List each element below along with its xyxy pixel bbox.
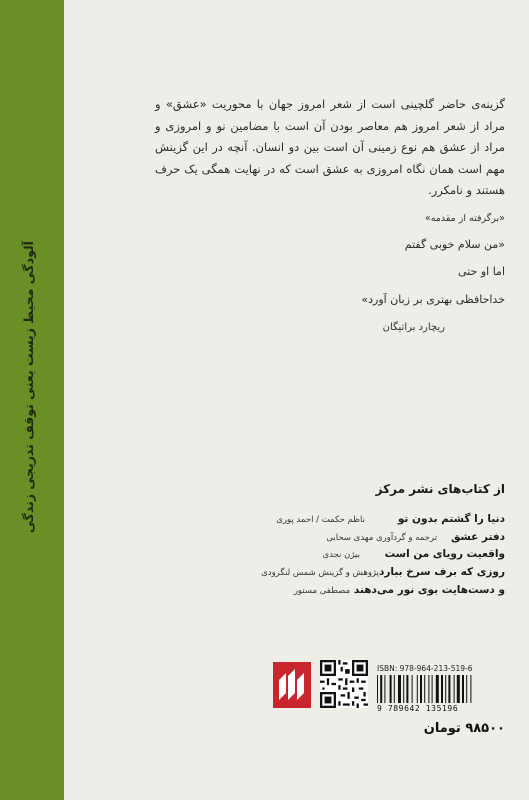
price: ۹۸۵۰۰ تومان [423, 721, 505, 736]
intro-paragraph: گزینه‌ی حاضر گلچینی است از شعر امروز جهان با محوریت «عشق» و مراد از شعر امروز هم معاصر بودن آن است با مضامین نو و امروزی و مراد از عشق هم نوع زمینی آن است بین دو انسان. آنچه در این گزینش مهم است همان نگاه امروزی به عشق است که در نهایت همگی یک حرف هستند و نامکرر. [155, 97, 505, 197]
poem-author: ریچارد براتیگان [382, 322, 445, 333]
book-row [175, 513, 505, 529]
qr-code-icon [320, 660, 368, 708]
books-heading: از کتاب‌های نشر مرکز [375, 482, 505, 496]
book-title: دفتر عشق [450, 531, 505, 543]
book-row [175, 584, 505, 600]
book-row [175, 548, 505, 564]
book-title: واقعیت رویای من است [384, 548, 505, 560]
book-author: مصطفی مستور [293, 586, 350, 596]
book-row [175, 531, 505, 547]
book-row [175, 566, 505, 582]
poem-line-1: «من سلام خوبی گفتم [404, 238, 505, 251]
book-author: پژوهش و گزینش شمس لنگرودی [261, 568, 379, 578]
book-title: روزی که برف سرخ ببارد [378, 566, 505, 578]
book-author: بیژن نجدی [322, 550, 360, 560]
intro-source: «برگرفته از مقدمه» [424, 213, 505, 224]
spine-band [0, 0, 64, 800]
book-title: دنیا را گشتم بدون تو [397, 513, 505, 525]
intro-text [155, 94, 505, 202]
book-title: و دست‌هایت بوی نور می‌دهند [353, 584, 505, 596]
poem-line-3: خداحافظی بهتری بر زبان آورد» [361, 293, 505, 306]
publisher-logo-icon [273, 662, 311, 708]
book-author: ناظم حکمت / احمد پوری [276, 515, 365, 525]
book-author: ترجمه و گردآوری مهدی سحابی [326, 533, 437, 543]
isbn-barcode [375, 664, 509, 712]
isbn-label: ISBN: 978-964-213-519-6 [377, 664, 473, 673]
poem-line-2: اما او حتی [458, 265, 505, 278]
barcode-icon [375, 675, 509, 703]
spine-slogan: آلودگی محیط زیست یعنی توقف تدریجی زندگی [21, 241, 36, 533]
isbn-digits: 9 789642 135196 [377, 704, 459, 713]
